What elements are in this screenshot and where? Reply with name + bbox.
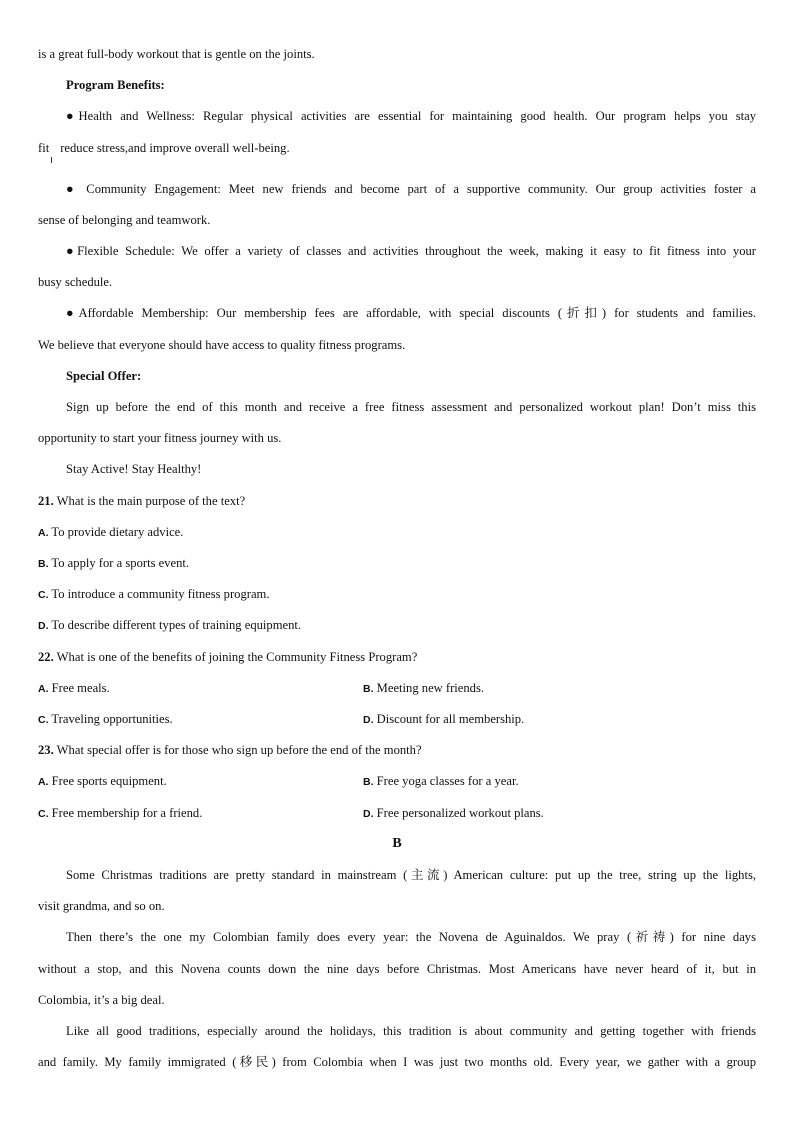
option-23-a[interactable] — [38, 773, 358, 790]
benefit-membership-line2: We believe that everyone should have access to quality fitness programs. — [38, 338, 406, 352]
closing-line: Stay Active! Stay Healthy! — [66, 462, 202, 476]
passage-a-intro-end: is a great full-body workout that is gentle on the joints. — [38, 47, 315, 61]
option-label: D. — [38, 620, 49, 632]
offer-line2: opportunity to start your fitness journey with us. — [38, 431, 282, 445]
benefits-heading: Program Benefits: — [66, 78, 165, 92]
option-label: B. — [363, 683, 374, 695]
passage-b-p2-line2: without a stop, and this Novena counts down the nine days before Christmas. Most Americans have never heard of it, but in — [38, 962, 756, 976]
benefit-community-line1: ● Community Engagement: Meet new friends and become part of a supportive community. Our group activities foster a — [66, 182, 756, 196]
offer-line1: Sign up before the end of this month and receive a free fitness assessment and personalized workout plan! Don’t miss this — [66, 400, 756, 414]
option-label: D. — [363, 714, 374, 726]
option-label: A. — [38, 683, 49, 695]
passage-b-p2-line3: Colombia, it’s a big deal. — [38, 993, 165, 1007]
question-22 — [38, 649, 756, 665]
option-23-b[interactable] — [363, 773, 756, 790]
option-21-c[interactable] — [38, 586, 756, 603]
option-label: A. — [38, 527, 49, 539]
option-text: Free meals. — [51, 681, 110, 695]
option-text: To describe different types of training equipment. — [51, 618, 302, 632]
question-text: What is one of the benefits of joining the Community Fitness Program? — [56, 650, 418, 664]
benefit-health-line1: ●Health and Wellness: Regular physical activities are essential for maintaining good health. Our program helps you stay — [66, 109, 756, 123]
benefit-schedule-line2: busy schedule. — [38, 275, 113, 289]
offer-heading: Special Offer: — [66, 369, 142, 383]
option-22-a[interactable] — [38, 680, 358, 697]
option-label: C. — [38, 714, 49, 726]
question-text: What is the main purpose of the text? — [56, 494, 246, 508]
option-22-d[interactable] — [363, 711, 756, 728]
question-21 — [38, 493, 756, 509]
option-label: C. — [38, 589, 49, 601]
question-number: 22. — [38, 650, 54, 664]
option-text: Free membership for a friend. — [51, 806, 203, 820]
option-text: To introduce a community fitness program. — [51, 587, 270, 601]
option-21-b[interactable] — [38, 555, 756, 572]
option-21-d[interactable] — [38, 617, 756, 634]
benefit-schedule-line1: ●Flexible Schedule: We offer a variety of classes and activities throughout the week, making it easy to fit fitness into your — [66, 244, 756, 258]
question-text: What special offer is for those who sign up before the end of the month? — [56, 743, 422, 757]
benefit-health-line2-a: fit — [38, 141, 50, 155]
option-22-c[interactable] — [38, 711, 358, 728]
benefit-community-line2: sense of belonging and teamwork. — [38, 213, 211, 227]
option-22-b[interactable] — [363, 680, 756, 697]
option-text: Traveling opportunities. — [51, 712, 173, 726]
option-label: C. — [38, 808, 49, 820]
passage-b-p3-line2: and family. My family immigrated (移民) from Colombia when I was just two months old. Every year, we gather with a group — [38, 1055, 756, 1069]
option-23-c[interactable] — [38, 805, 358, 822]
option-23-d[interactable] — [363, 805, 756, 822]
option-text: To provide dietary advice. — [51, 525, 184, 539]
option-text: To apply for a sports event. — [51, 556, 190, 570]
passage-b-p1-line2: visit grandma, and so on. — [38, 899, 165, 913]
passage-b-p3-line1: Like all good traditions, especially around the holidays, this tradition is about community and getting together with friends — [66, 1024, 756, 1038]
benefit-membership-line1: ●Affordable Membership: Our membership fees are affordable, with special discounts (折扣) for students and families. — [66, 306, 756, 320]
benefit-health-line2 — [38, 140, 756, 156]
option-text: Free yoga classes for a year. — [376, 774, 519, 788]
option-text: Meeting new friends. — [376, 681, 485, 695]
passage-b-heading: B — [392, 836, 402, 851]
question-23 — [38, 742, 756, 758]
scan-mark — [51, 157, 52, 163]
option-text: Discount for all membership. — [376, 712, 525, 726]
benefit-health-line2-b: reduce stress,and improve overall well-being. — [60, 141, 290, 155]
option-label: A. — [38, 776, 49, 788]
passage-b-p1-line1: Some Christmas traditions are pretty standard in mainstream (主流) American culture: put up the tree, string up the lights, — [66, 868, 756, 882]
option-text: Free sports equipment. — [51, 774, 167, 788]
option-label: D. — [363, 808, 374, 820]
question-number: 23. — [38, 743, 54, 757]
option-label: B. — [363, 776, 374, 788]
option-label: B. — [38, 558, 49, 570]
option-21-a[interactable] — [38, 524, 756, 541]
option-text: Free personalized workout plans. — [376, 806, 544, 820]
passage-b-p2-line1: Then there’s the one my Colombian family does every year: the Novena de Aguinaldos. We pray (祈祷) for nine days — [66, 930, 756, 944]
question-number: 21. — [38, 494, 54, 508]
